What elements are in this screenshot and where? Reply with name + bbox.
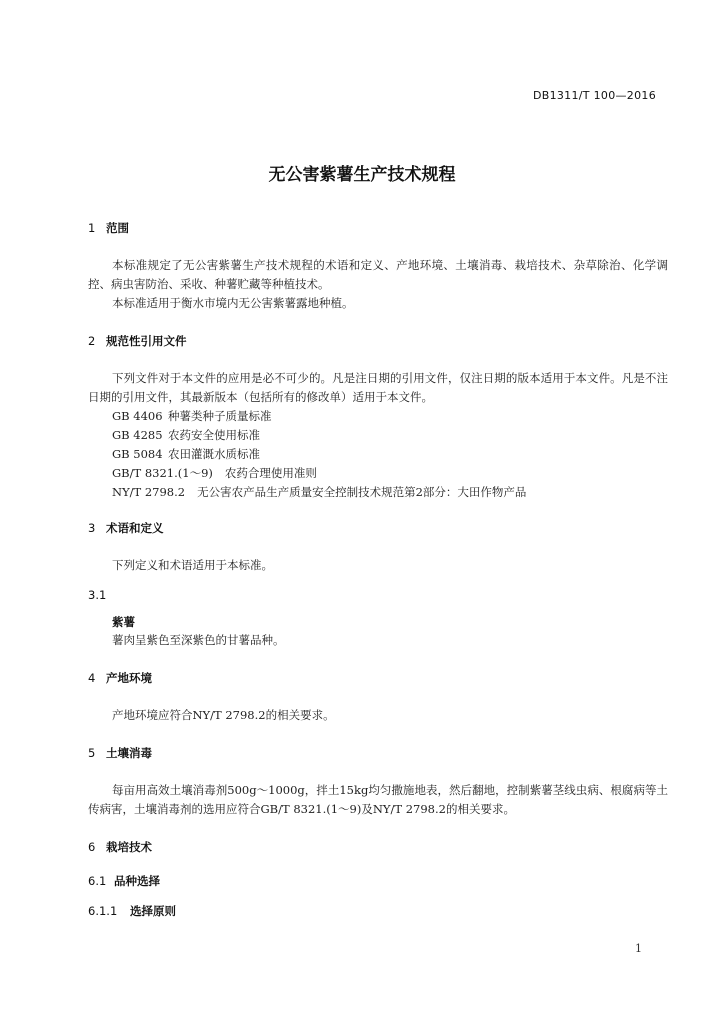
subsection-heading-variety <box>88 873 668 889</box>
subsection-title: 品种选择 <box>114 874 160 888</box>
page-number: 1 <box>635 942 642 955</box>
section-title: 产地环境 <box>106 671 152 685</box>
reference-name: 农药合理使用准则 <box>224 466 317 480</box>
section-title: 土壤消毒 <box>106 746 152 760</box>
term-name: 紫薯 <box>112 615 135 629</box>
document-body <box>88 220 668 919</box>
paragraph: 下列定义和术语适用于本标准。 <box>112 558 273 572</box>
term-definition: 薯肉呈紫色至深紫色的甘薯品种。 <box>112 633 285 647</box>
section-heading-soil-disinfection <box>88 745 668 761</box>
reference-name: 农药安全使用标准 <box>168 428 260 442</box>
section-number: 5 <box>88 746 96 760</box>
reference-item <box>88 426 668 445</box>
reference-code: GB/T 8321.(1～9) <box>112 466 213 480</box>
reference-item <box>88 483 668 502</box>
paragraph: 本标准规定了无公害紫薯生产技术规程的术语和定义、产地环境、土壤消毒、栽培技术、杂草除治、化学调控、病虫害防治、采收、种薯贮藏等种植技术。 <box>88 258 668 291</box>
section-heading-normative-references <box>88 333 668 349</box>
subsection-heading-principle <box>88 903 668 919</box>
reference-code: GB 4285 <box>112 428 163 442</box>
paragraph: 本标准适用于衡水市境内无公害紫薯露地种植。 <box>112 296 354 310</box>
paragraph: 下列文件对于本文件的应用是必不可少的。凡是注日期的引用文件，仅注日期的版本适用于本文件。凡是不注日期的引用文件，其最新版本（包括所有的修改单）适用于本文件。 <box>88 371 668 404</box>
subsection-number: 6.1 <box>88 874 107 888</box>
reference-name: 种薯类种子质量标准 <box>168 409 272 423</box>
section-heading-scope <box>88 220 668 236</box>
subsection-number: 3.1 <box>88 588 107 602</box>
section-heading-cultivation <box>88 839 668 855</box>
document-code: DB1311/T 100—2016 <box>532 89 656 102</box>
reference-name: 农田灌溉水质标准 <box>168 447 260 461</box>
section-number: 3 <box>88 521 96 535</box>
section-title: 规范性引用文件 <box>106 334 187 348</box>
paragraph: 产地环境应符合NY/T 2798.2的相关要求。 <box>112 708 335 722</box>
section-number: 2 <box>88 334 96 348</box>
reference-code: GB 5084 <box>112 447 163 461</box>
section-title: 术语和定义 <box>106 521 164 535</box>
reference-item <box>88 464 668 483</box>
reference-item <box>88 407 668 426</box>
subsection-title: 选择原则 <box>130 904 176 918</box>
section-number: 6 <box>88 840 96 854</box>
section-heading-terms <box>88 520 668 536</box>
section-number: 1 <box>88 221 96 235</box>
paragraph: 每亩用高效土壤消毒剂500g～1000g，拌土15kg均匀撒施地表，然后翻地，控制紫薯茎线虫病、根腐病等土传病害，土壤消毒剂的选用应符合GB/T 8321.(1～9)及NY/T 2798.2的相关要求。 <box>88 783 668 816</box>
subsection-number: 6.1.1 <box>88 904 118 918</box>
document-title: 无公害紫薯生产技术规程 <box>268 165 456 185</box>
section-title: 范围 <box>106 221 129 235</box>
reference-code: GB 4406 <box>112 409 163 423</box>
section-number: 4 <box>88 671 96 685</box>
reference-item <box>88 445 668 464</box>
reference-name: 无公害农产品生产质量安全控制技术规范第2部分：大田作物产品 <box>197 485 527 499</box>
reference-code: NY/T 2798.2 <box>112 485 186 499</box>
section-title: 栽培技术 <box>106 840 152 854</box>
section-heading-environment <box>88 670 668 686</box>
